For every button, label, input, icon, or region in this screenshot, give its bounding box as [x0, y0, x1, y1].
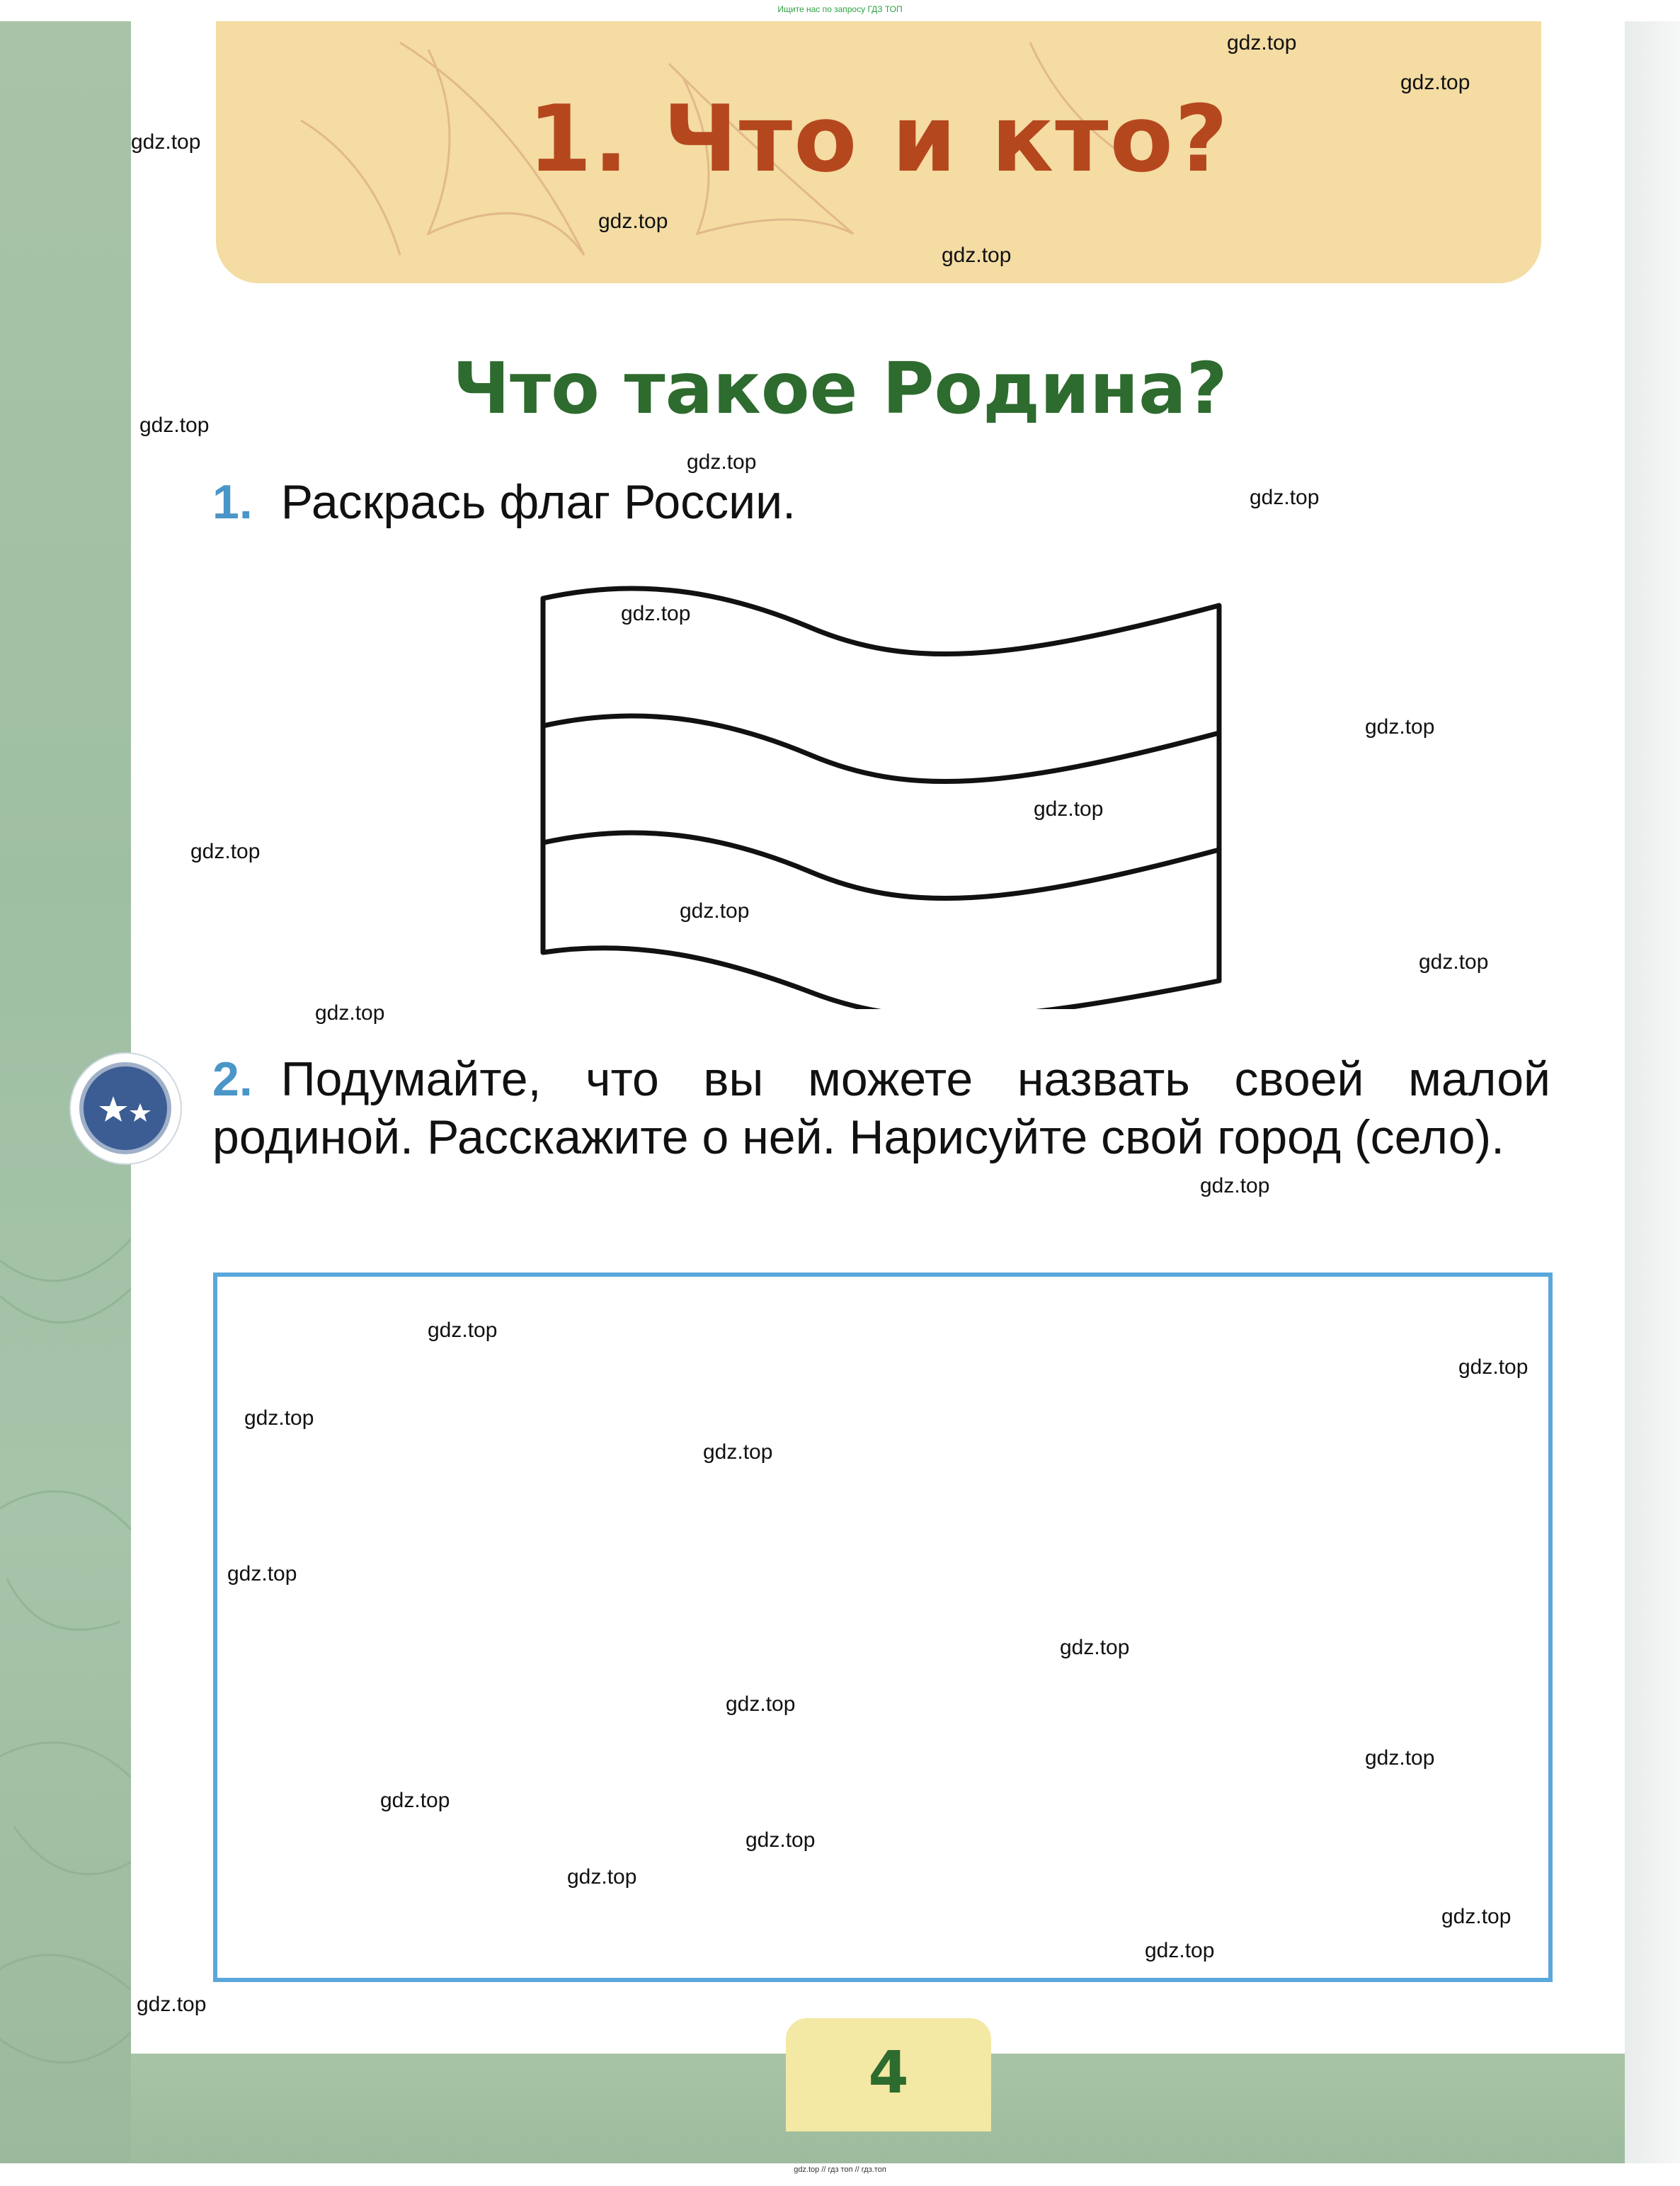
watermark: gdz.top	[1250, 486, 1320, 509]
task-2-text: Подумайте, что вы можете назвать своей малой родиной. Расскажите о ней. Нарисуйте свой город (село).	[212, 1052, 1550, 1164]
watermark: gdz.top	[621, 602, 691, 625]
watermark: gdz.top	[139, 414, 210, 437]
task-2	[212, 1050, 1550, 1166]
page-number-tab	[786, 2018, 991, 2131]
watermark: gdz.top	[703, 1440, 773, 1464]
watermark: gdz.top	[1060, 1636, 1130, 1659]
page-number: 4	[868, 2039, 909, 2107]
watermark: gdz.top	[131, 130, 201, 154]
section-title: Что такое Родина?	[452, 347, 1228, 430]
chapter-title: 1. Что и кто?	[527, 85, 1230, 193]
watermark: gdz.top	[137, 1993, 207, 2016]
chapter-banner	[216, 21, 1541, 283]
watermark: gdz.top	[942, 244, 1012, 267]
top-note: Ищите нас по запросу ГДЗ ТОП	[777, 4, 903, 14]
page-edge	[1625, 21, 1680, 2163]
bottom-note: gdz.top // гдз топ // гдз.топ	[794, 2165, 886, 2174]
watermark: gdz.top	[567, 1865, 637, 1889]
task-2-number: 2.	[212, 1052, 253, 1106]
watermark: gdz.top	[1365, 1746, 1435, 1770]
watermark: gdz.top	[1145, 1939, 1215, 1962]
task-1	[212, 473, 796, 531]
watermark: gdz.top	[1365, 715, 1435, 739]
watermark: gdz.top	[315, 1001, 385, 1025]
watermark: gdz.top	[1034, 797, 1104, 821]
star-badge-icon	[71, 1054, 181, 1163]
watermark: gdz.top	[190, 840, 261, 863]
watermark: gdz.top	[598, 210, 668, 233]
watermark: gdz.top	[1441, 1905, 1512, 1928]
watermark: gdz.top	[380, 1789, 450, 1812]
watermark: gdz.top	[428, 1319, 498, 1342]
task-1-text: Раскрась флаг России.	[280, 475, 796, 529]
watermark: gdz.top	[244, 1406, 314, 1430]
flag-outline[interactable]	[539, 584, 1233, 1009]
watermark: gdz.top	[687, 450, 757, 474]
drawing-area[interactable]	[213, 1273, 1553, 1982]
watermark: gdz.top	[745, 1828, 816, 1852]
watermark: gdz.top	[1200, 1174, 1270, 1197]
watermark: gdz.top	[680, 899, 750, 923]
watermark: gdz.top	[1400, 71, 1470, 94]
watermark: gdz.top	[1458, 1355, 1528, 1379]
task-1-number: 1.	[212, 475, 253, 529]
watermark: gdz.top	[1227, 31, 1297, 55]
watermark: gdz.top	[227, 1562, 297, 1586]
watermark: gdz.top	[726, 1692, 796, 1716]
watermark: gdz.top	[1419, 950, 1489, 974]
